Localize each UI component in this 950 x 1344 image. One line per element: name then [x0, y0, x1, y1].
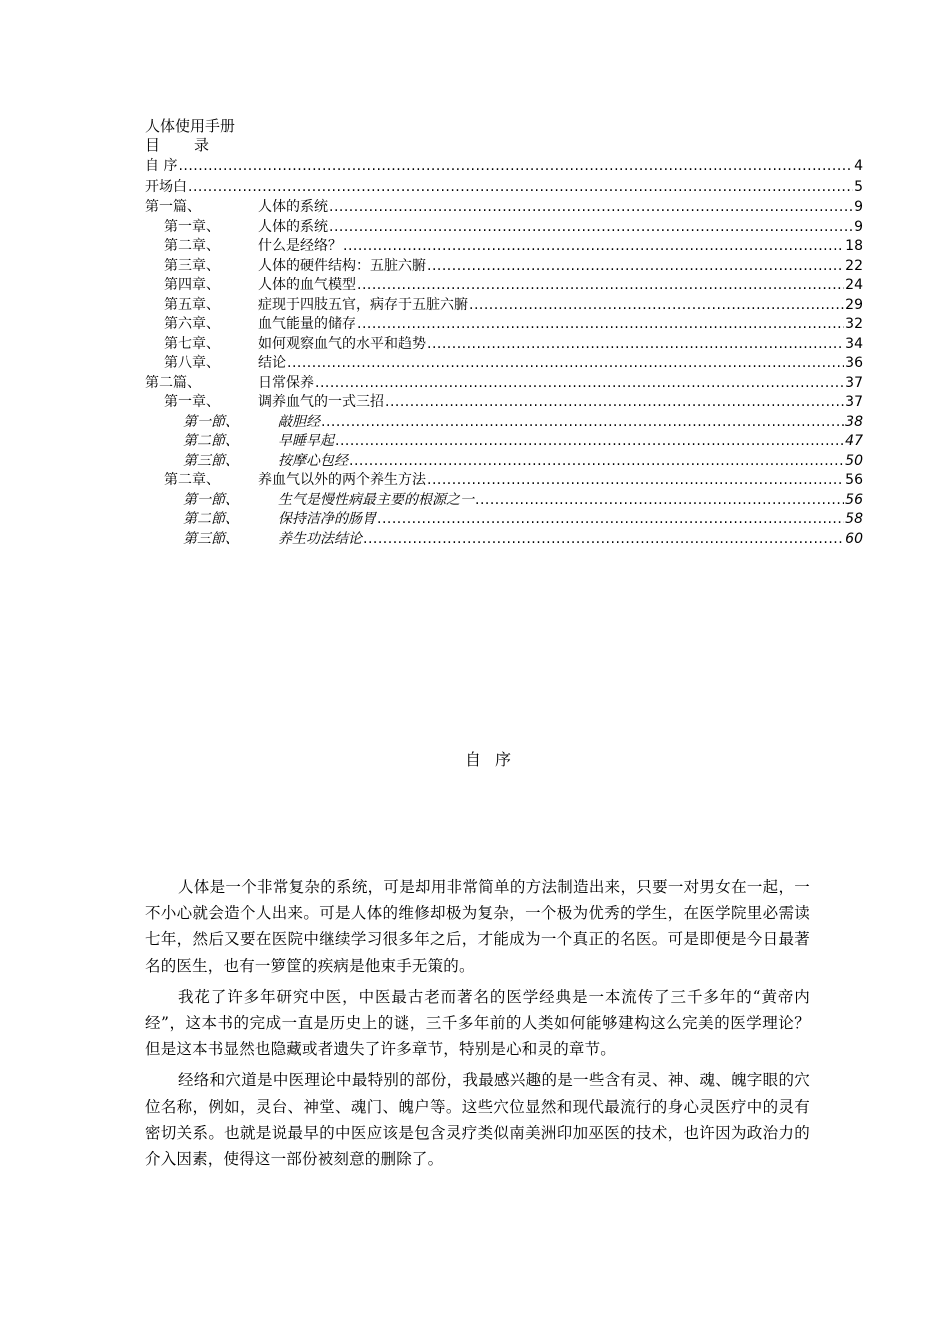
toc-dot-leader: [188, 177, 853, 198]
toc-dot-leader: [357, 276, 844, 296]
toc-entry-page-number: 58: [845, 511, 863, 527]
toc-heading-char-1: 目: [145, 136, 161, 154]
toc-dot-leader: [329, 198, 853, 218]
toc-dot-leader: [427, 257, 844, 277]
toc-entry-title: 症现于四肢五官，病存于五脏六腑: [258, 296, 468, 313]
toc-dot-leader: [349, 452, 844, 472]
toc-entry-title: 人体的血气模型: [258, 277, 356, 293]
toc-entry-number: 第三節、: [183, 530, 239, 547]
toc-entry-page-number: 32: [845, 316, 863, 332]
toc-entry-title: 早睡早起: [278, 433, 334, 449]
toc-entry-page-number: 5: [854, 179, 863, 195]
toc-entry-number: 第一章、: [164, 218, 220, 235]
toc-entry-title: 日常保养: [258, 374, 314, 391]
toc-entry-number: 第一節、: [183, 491, 239, 508]
toc-entry-page-number: 29: [845, 296, 863, 313]
toc-entry-number: 第一節、: [183, 413, 239, 430]
toc-entry[interactable]: [145, 393, 863, 413]
toc-entry-title: 敲胆经: [278, 413, 320, 430]
toc-entry-number: 第四章、: [164, 277, 220, 293]
toc-entry[interactable]: [145, 452, 863, 472]
document-title: 人体使用手册: [145, 117, 236, 135]
toc-entry-page-number: 47: [845, 433, 863, 449]
toc-entry-title: 血气能量的储存: [258, 316, 356, 332]
toc-entry-number: 第三章、: [164, 257, 220, 274]
toc-entry[interactable]: [145, 471, 863, 491]
toc-entry-title: 开场白: [145, 179, 187, 195]
toc-entry[interactable]: [145, 276, 863, 296]
toc-dot-leader: [315, 374, 844, 394]
toc-entry-number: 第二節、: [183, 511, 239, 527]
preface-paragraph: 我花了许多年研究中医，中医最古老而著名的医学经典是一本流传了三千多年的“黄帝内经”，这本书的完成一直是历史上的谜，三千多年前的人类如何能够建构这么完美的医学理论？但是这本书显然也隐藏或者遗失了许多章节，特别是心和灵的章节。: [145, 987, 810, 1059]
toc-entry[interactable]: [145, 198, 863, 218]
toc-dot-leader: [357, 315, 844, 335]
toc-dot-leader: [329, 218, 853, 238]
toc-entry[interactable]: [145, 432, 863, 452]
toc-entry[interactable]: [145, 315, 863, 335]
toc-dot-leader: [363, 530, 844, 550]
toc-entry-title: 养血气以外的两个养生方法: [258, 472, 426, 488]
toc-entry-number: 第六章、: [164, 316, 220, 332]
toc-entry-title: 生气是慢性病最主要的根源之一: [278, 491, 474, 508]
toc-entry[interactable]: [145, 218, 863, 238]
toc-entry-page-number: 34: [845, 335, 863, 352]
toc-entry-number: 第二篇、: [145, 374, 201, 391]
toc-entry-number: 第二章、: [164, 472, 220, 488]
toc-entry-number: 第二節、: [183, 433, 239, 449]
toc-dot-leader: [377, 510, 844, 530]
toc-dot-leader: [427, 471, 844, 491]
toc-entry-title: 自 序: [145, 158, 178, 174]
toc-entry-page-number: 56: [845, 472, 863, 488]
toc-entry[interactable]: [145, 413, 863, 433]
toc-entry-title: 结论: [258, 355, 286, 371]
toc-entry-title: 人体的系统: [258, 218, 328, 235]
table-of-contents: [145, 156, 863, 549]
toc-entry-page-number: 9: [854, 218, 863, 235]
toc-dot-leader: [335, 432, 844, 452]
toc-entry-page-number: 50: [845, 452, 863, 469]
toc-entry[interactable]: [145, 335, 863, 355]
preface-title: 自序: [464, 750, 525, 769]
toc-entry[interactable]: [145, 296, 863, 316]
toc-entry[interactable]: [145, 354, 863, 374]
toc-entry-title: 调养血气的一式三招: [258, 394, 384, 410]
toc-entry-number: 第五章、: [164, 296, 220, 313]
toc-entry-page-number: 37: [845, 394, 863, 410]
toc-entry[interactable]: [145, 156, 863, 177]
toc-entry-page-number: 24: [845, 277, 863, 293]
toc-entry-number: 第一章、: [164, 394, 220, 410]
toc-entry[interactable]: [145, 510, 863, 530]
toc-dot-leader: [287, 354, 844, 374]
toc-entry[interactable]: [145, 257, 863, 277]
preface-paragraph: 人体是一个非常复杂的系统，可是却用非常简单的方法制造出来，只要一对男女在一起，一不小心就会造个人出来。可是人体的维修却极为复杂，一个极为优秀的学生，在医学院里必需读七年，然后又要在医院中继续学习很多年之后，才能成为一个真正的名医。可是即便是今日最著名的医生，也有一箩筐的疾病是他束手无策的。: [145, 878, 810, 975]
toc-entry[interactable]: [145, 237, 863, 257]
toc-entry-title: 保持洁净的肠胃: [278, 511, 376, 527]
toc-entry-title: 如何观察血气的水平和趋势: [258, 335, 426, 352]
preface-paragraph: 经络和穴道是中医理论中最特别的部份，我最感兴趣的是一些含有灵、神、魂、魄字眼的穴位名称，例如，灵台、神堂、魂门、魄户等。这些穴位显然和现代最流行的身心灵医疗中的灵有密切关系。也就是说最早的中医应该是包含灵疗类似南美洲印加巫医的技术，也许因为政治力的介入因素，使得这一部份被刻意的删除了。: [145, 1071, 810, 1169]
toc-heading-char-2: 录: [194, 136, 210, 154]
toc-entry-number: 第二章、: [164, 238, 220, 254]
toc-entry-page-number: 60: [845, 530, 863, 547]
toc-entry-title: 养生功法结论: [278, 530, 362, 547]
toc-entry-page-number: 36: [845, 355, 863, 371]
toc-entry[interactable]: [145, 530, 863, 550]
toc-dot-leader: [475, 491, 844, 511]
toc-entry-page-number: 9: [854, 199, 863, 215]
toc-entry[interactable]: [145, 177, 863, 198]
toc-dot-leader: [385, 393, 844, 413]
toc-entry-page-number: 37: [845, 374, 863, 391]
toc-dot-leader: [178, 156, 853, 177]
toc-entry-number: 第八章、: [164, 355, 220, 371]
toc-heading: [145, 136, 209, 155]
preface-body: [145, 874, 810, 1172]
toc-entry-title: 人体的系统: [258, 199, 328, 215]
toc-entry-title: 人体的硬件结构：五脏六腑: [258, 257, 426, 274]
toc-entry-number: 第一篇、: [145, 199, 201, 215]
toc-entry[interactable]: [145, 374, 863, 394]
toc-entry-number: 第七章、: [164, 335, 220, 352]
toc-dot-leader: [427, 335, 844, 355]
toc-entry-title: 什么是经络？: [258, 238, 342, 254]
toc-entry-page-number: 18: [845, 238, 863, 254]
toc-entry-title: 按摩心包经: [278, 452, 348, 469]
toc-entry-page-number: 56: [845, 491, 863, 508]
toc-entry-page-number: 22: [845, 257, 863, 274]
toc-dot-leader: [321, 413, 844, 433]
toc-entry-page-number: 38: [845, 413, 863, 430]
toc-dot-leader: [469, 296, 844, 316]
toc-entry-number: 第三節、: [183, 452, 239, 469]
toc-entry[interactable]: [145, 491, 863, 511]
toc-entry-page-number: 4: [854, 158, 863, 174]
toc-dot-leader: [343, 237, 844, 257]
